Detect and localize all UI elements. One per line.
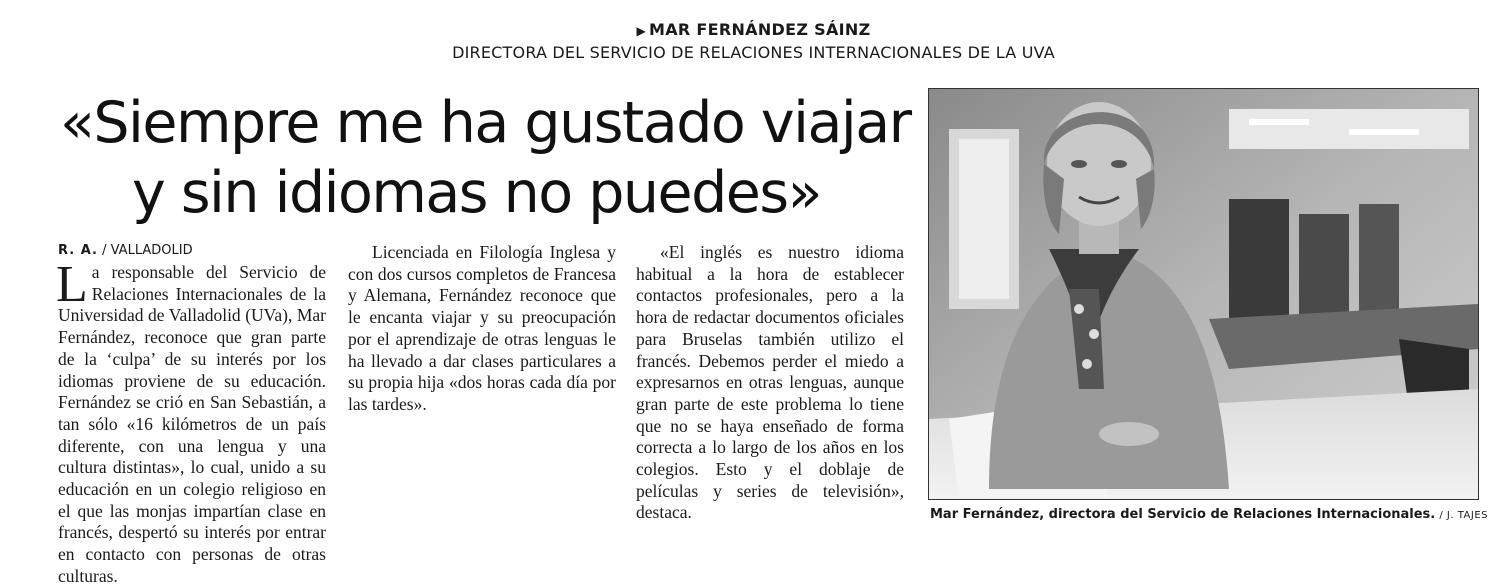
location: / VALLADOLID [102,243,193,258]
author-signature [58,242,326,260]
caption-text: Mar Fernández, directora del Servicio de Relaciones Internacionales. [930,507,1436,522]
byline [0,20,1507,62]
photo-caption [930,507,1490,522]
photo-credit: / J. TAJES [1439,510,1489,521]
byline-name-text: MAR FERNÁNDEZ SÁINZ [649,20,871,39]
byline-role: DIRECTORA DEL SERVICIO DE RELACIONES INTERNACIONALES DE LA UVA [452,43,1055,62]
paragraph-2: Licenciada en Filología Inglesa y con dos cursos completos de Francesa y Alemana, Fernández reconoce que le encanta viajar y su preocupación por el aprendizaje de otras lenguas le ha llevado a dar clases particulares a su propia hija «dos horas cada día por las tardes». [348,242,616,414]
headline-line-1: «Siempre me ha gustado viajar [60,90,911,156]
headline-line-2: y sin idiomas no puedes» [132,160,821,226]
paragraph-1-text: a responsable del Servicio de Relaciones Internacionales de la Universidad de Valladolid (UVa), Mar Fernández, reconoce que gran parte de la ‘culpa’ de su interés por los idiomas proviene de su educación. Fernández se crió en San Sebastián, a tan sólo «16 kilómetros de un país diferente, con una lengua y una cultura distintas», lo cual, unido a su educación en un colegio religioso en el que las monjas impartían clase en francés, despertó su interés por entrar en contacto con personas de otras culturas. [58,262,326,586]
author-name: R. A. [58,243,98,258]
paragraph-1 [56,256,326,588]
photo-illustration [929,89,1478,499]
paragraph-3: «El inglés es nuestro idioma habitual a la hora de establecer contactos profesionales, pero a la hora de redactar documentos oficiales para Bruselas también utilizo el francés. Debemos perder el miedo a expresarnos en otras lenguas, aunque gran parte de este problema lo tiene que no se haya enseñado de forma correcta a lo largo de los años en los colegios. Esto y el doblaje de películas y series de televisión», destaca. [636,242,904,523]
headline [52,88,927,228]
article-column-1 [58,242,326,588]
article-column-2 [348,242,616,416]
byline-name [0,20,1507,39]
play-triangle-icon: ▶ [636,24,647,38]
article-photo [928,88,1479,500]
drop-cap: L [56,256,88,313]
article-column-3 [636,242,904,524]
